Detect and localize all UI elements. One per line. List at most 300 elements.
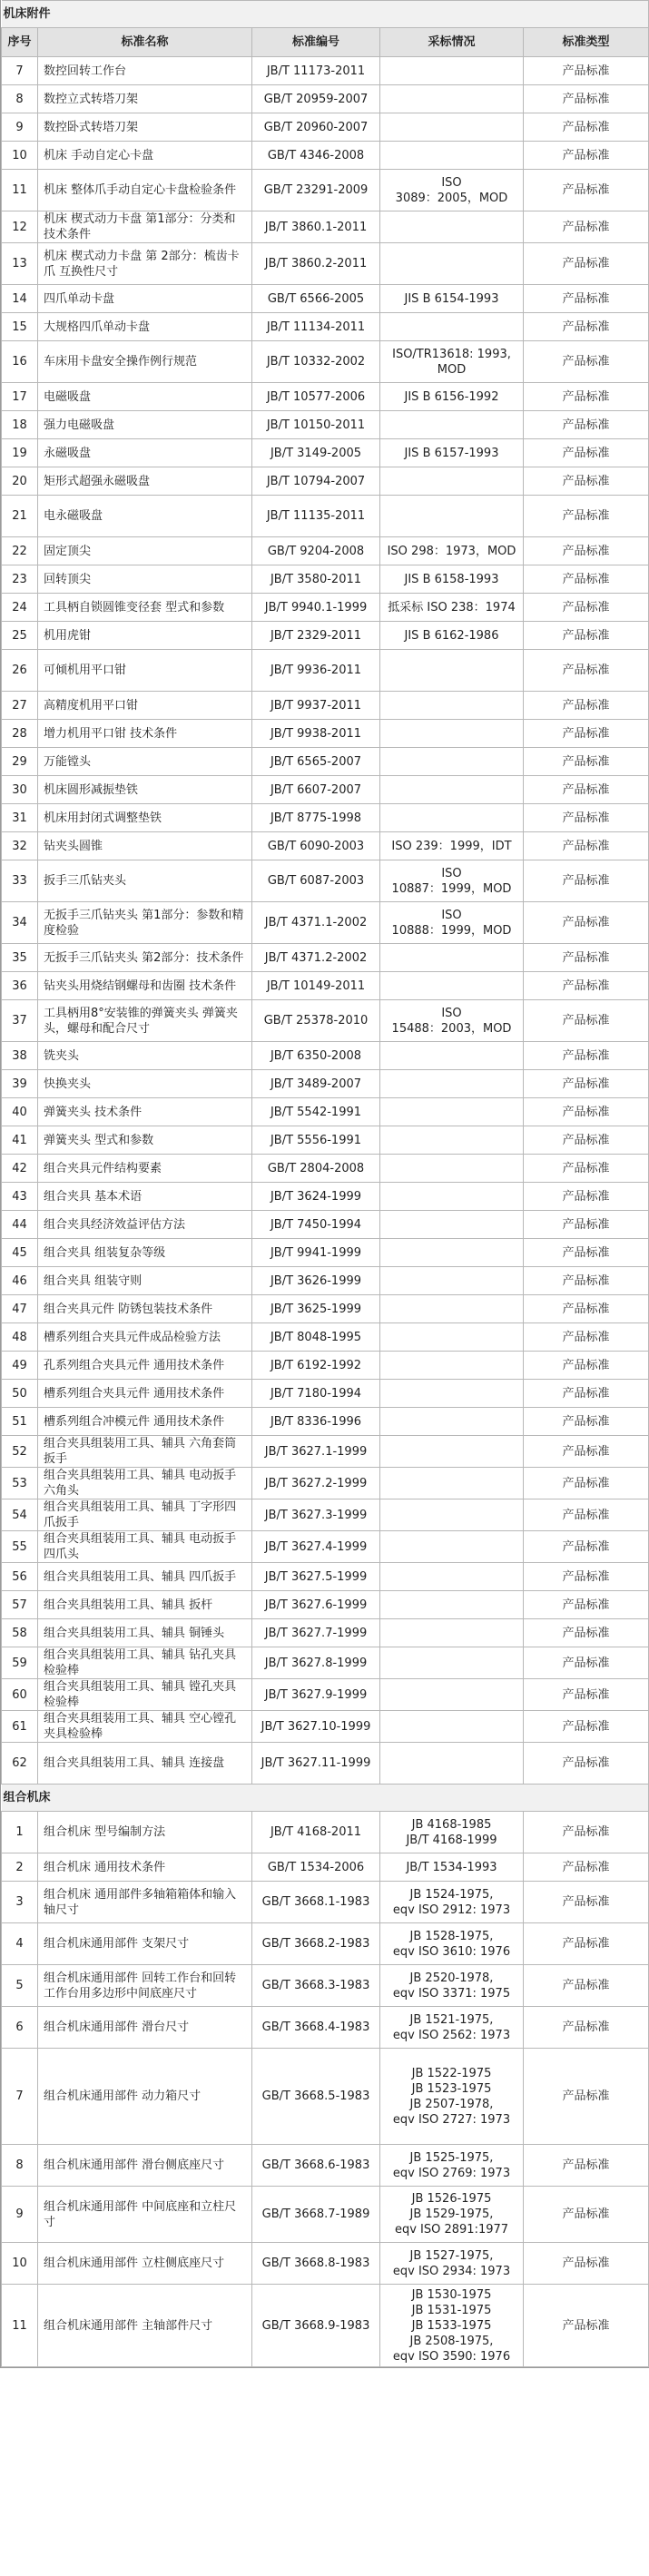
table-row xyxy=(2,1295,649,1323)
row-number: 12 xyxy=(2,211,38,243)
standard-name: 组合夹具经济效益评估方法 xyxy=(38,1211,252,1239)
adoption-status xyxy=(380,944,524,972)
standard-code: JB/T 3860.1-2011 xyxy=(252,211,380,243)
table-row xyxy=(2,1812,649,1853)
adoption-status xyxy=(380,776,524,804)
row-number: 39 xyxy=(2,1070,38,1098)
table-row xyxy=(2,2049,649,2145)
adoption-status xyxy=(380,1563,524,1591)
row-number: 13 xyxy=(2,243,38,285)
row-number: 3 xyxy=(2,1882,38,1923)
standard-name: 数控回转工作台 xyxy=(38,57,252,85)
table-row xyxy=(2,1468,649,1499)
standard-name: 机床 手动自定心卡盘 xyxy=(38,142,252,170)
row-number: 31 xyxy=(2,804,38,832)
table-row xyxy=(2,1923,649,1965)
standard-type: 产品标准 xyxy=(524,1042,649,1070)
adoption-status xyxy=(380,1619,524,1647)
standard-name: 组合机床 型号编制方法 xyxy=(38,1812,252,1853)
row-number: 17 xyxy=(2,383,38,411)
table-row xyxy=(2,944,649,972)
standard-code: JB/T 9936-2011 xyxy=(252,650,380,692)
standard-type: 产品标准 xyxy=(524,439,649,467)
table-row xyxy=(2,748,649,776)
standard-code: JB/T 3627.4-1999 xyxy=(252,1531,380,1563)
adoption-status: 抵采标 ISO 238：1974 xyxy=(380,594,524,622)
row-number: 22 xyxy=(2,537,38,565)
row-number: 38 xyxy=(2,1042,38,1070)
standard-name: 四爪单动卡盘 xyxy=(38,285,252,313)
standards-table xyxy=(1,0,649,2367)
table-row xyxy=(2,692,649,720)
standard-name: 机床圆形减振垫铁 xyxy=(38,776,252,804)
row-number: 33 xyxy=(2,860,38,902)
adoption-status: ISO 15488：2003，MOD xyxy=(380,1000,524,1042)
adoption-status xyxy=(380,1267,524,1295)
standard-code: JB/T 6192-1992 xyxy=(252,1352,380,1380)
standard-code: JB/T 8048-1995 xyxy=(252,1323,380,1352)
standard-type: 产品标准 xyxy=(524,776,649,804)
standard-name: 可倾机用平口钳 xyxy=(38,650,252,692)
adoption-status xyxy=(380,972,524,1000)
standard-type: 产品标准 xyxy=(524,1563,649,1591)
standard-type: 产品标准 xyxy=(524,1380,649,1408)
table-row xyxy=(2,1098,649,1126)
standard-name: 铣夹头 xyxy=(38,1042,252,1070)
standard-type: 产品标准 xyxy=(524,1647,649,1679)
header-type: 标准类型 xyxy=(524,28,649,57)
row-number: 58 xyxy=(2,1619,38,1647)
adoption-status: ISO 3089：2005，MOD xyxy=(380,170,524,211)
standard-name: 固定顶尖 xyxy=(38,537,252,565)
standard-name: 组合机床通用部件 滑台侧底座尺寸 xyxy=(38,2145,252,2187)
standard-name: 工具柄自锁圆锥变径套 型式和参数 xyxy=(38,594,252,622)
row-number: 7 xyxy=(2,57,38,85)
standard-name: 强力电磁吸盘 xyxy=(38,411,252,439)
standard-type: 产品标准 xyxy=(524,1098,649,1126)
row-number: 28 xyxy=(2,720,38,748)
adoption-status: JB 1521-1975, eqv ISO 2562: 1973 xyxy=(380,2007,524,2049)
standard-name: 组合夹具组装用工具、辅具 电动扳手四爪头 xyxy=(38,1531,252,1563)
standard-code: JB/T 5556-1991 xyxy=(252,1126,380,1155)
standard-code: JB/T 3627.2-1999 xyxy=(252,1468,380,1499)
standard-name: 组合夹具组装用工具、辅具 六角套筒扳手 xyxy=(38,1436,252,1468)
standard-code: GB/T 3668.2-1983 xyxy=(252,1923,380,1965)
standard-name: 组合机床通用部件 支架尺寸 xyxy=(38,1923,252,1965)
standard-type: 产品标准 xyxy=(524,142,649,170)
table-row xyxy=(2,1380,649,1408)
row-number: 18 xyxy=(2,411,38,439)
adoption-status: ISO/TR13618: 1993, MOD xyxy=(380,341,524,383)
standard-code: JB/T 10577-2006 xyxy=(252,383,380,411)
row-number: 50 xyxy=(2,1380,38,1408)
standard-type: 产品标准 xyxy=(524,902,649,944)
row-number: 11 xyxy=(2,2285,38,2367)
standard-name: 钻夹头用烧结钢螺母和齿圈 技术条件 xyxy=(38,972,252,1000)
table-row xyxy=(2,1323,649,1352)
adoption-status xyxy=(380,142,524,170)
adoption-status xyxy=(380,1380,524,1408)
row-number: 26 xyxy=(2,650,38,692)
standard-code: JB/T 3489-2007 xyxy=(252,1070,380,1098)
standard-name: 组合机床通用部件 动力箱尺寸 xyxy=(38,2049,252,2145)
standard-type: 产品标准 xyxy=(524,243,649,285)
adoption-status xyxy=(380,467,524,496)
adoption-status xyxy=(380,1436,524,1468)
row-number: 57 xyxy=(2,1591,38,1619)
standard-code: JB/T 6350-2008 xyxy=(252,1042,380,1070)
table-row xyxy=(2,902,649,944)
table-row xyxy=(2,565,649,594)
standard-type: 产品标准 xyxy=(524,1882,649,1923)
standard-code: JB/T 3627.3-1999 xyxy=(252,1499,380,1531)
row-number: 8 xyxy=(2,2145,38,2187)
standard-type: 产品标准 xyxy=(524,565,649,594)
adoption-status xyxy=(380,1647,524,1679)
standard-type: 产品标准 xyxy=(524,1408,649,1436)
standard-name: 钻夹头圆锥 xyxy=(38,832,252,860)
adoption-status xyxy=(380,748,524,776)
standard-code: JB/T 3149-2005 xyxy=(252,439,380,467)
table-row xyxy=(2,1531,649,1563)
row-number: 55 xyxy=(2,1531,38,1563)
row-number: 60 xyxy=(2,1679,38,1711)
standard-type: 产品标准 xyxy=(524,1619,649,1647)
standard-type: 产品标准 xyxy=(524,1323,649,1352)
standard-name: 槽系列组合夹具元件成品检验方法 xyxy=(38,1323,252,1352)
table-row xyxy=(2,832,649,860)
standard-name: 组合夹具组装用工具、辅具 钻孔夹具检验棒 xyxy=(38,1647,252,1679)
standard-type: 产品标准 xyxy=(524,1965,649,2007)
table-row xyxy=(2,1591,649,1619)
standard-code: GB/T 3668.5-1983 xyxy=(252,2049,380,2145)
standard-type: 产品标准 xyxy=(524,2243,649,2285)
row-number: 14 xyxy=(2,285,38,313)
row-number: 42 xyxy=(2,1155,38,1183)
row-number: 8 xyxy=(2,85,38,113)
standard-name: 矩形式超强永磁吸盘 xyxy=(38,467,252,496)
standard-code: JB/T 4168-2011 xyxy=(252,1812,380,1853)
row-number: 1 xyxy=(2,1812,38,1853)
row-number: 23 xyxy=(2,565,38,594)
standard-name: 机床 楔式动力卡盘 第 2部分：梳齿卡爪 互换性尺寸 xyxy=(38,243,252,285)
standard-code: GB/T 3668.3-1983 xyxy=(252,1965,380,2007)
standard-type: 产品标准 xyxy=(524,650,649,692)
row-number: 40 xyxy=(2,1098,38,1126)
table-row xyxy=(2,1183,649,1211)
adoption-status xyxy=(380,1408,524,1436)
standard-type: 产品标准 xyxy=(524,1743,649,1785)
row-number: 30 xyxy=(2,776,38,804)
standard-name: 组合机床通用部件 立柱侧底座尺寸 xyxy=(38,2243,252,2285)
standard-code: JB/T 10794-2007 xyxy=(252,467,380,496)
row-number: 16 xyxy=(2,341,38,383)
table-row xyxy=(2,1126,649,1155)
row-number: 29 xyxy=(2,748,38,776)
table-header-row xyxy=(2,28,649,57)
standard-type: 产品标准 xyxy=(524,467,649,496)
row-number: 32 xyxy=(2,832,38,860)
table-row xyxy=(2,1965,649,2007)
table-row xyxy=(2,720,649,748)
adoption-status: JB 1525-1975, eqv ISO 2769: 1973 xyxy=(380,2145,524,2187)
row-number: 20 xyxy=(2,467,38,496)
adoption-status: JB 1522-1975 JB 1523-1975 JB 2507-1978, eqv ISO 2727: 1973 xyxy=(380,2049,524,2145)
standard-code: JB/T 3580-2011 xyxy=(252,565,380,594)
adoption-status xyxy=(380,1352,524,1380)
table-row xyxy=(2,2145,649,2187)
table-row xyxy=(2,1239,649,1267)
standard-name: 车床用卡盘安全操作例行规范 xyxy=(38,341,252,383)
standard-type: 产品标准 xyxy=(524,1591,649,1619)
standard-type: 产品标准 xyxy=(524,170,649,211)
standard-code: JB/T 3627.10-1999 xyxy=(252,1711,380,1743)
standard-name: 电磁吸盘 xyxy=(38,383,252,411)
row-number: 21 xyxy=(2,496,38,537)
table-row xyxy=(2,411,649,439)
table-row xyxy=(2,1436,649,1468)
adoption-status: JIS B 6154-1993 xyxy=(380,285,524,313)
adoption-status xyxy=(380,1499,524,1531)
standard-type: 产品标准 xyxy=(524,1070,649,1098)
standard-name: 组合夹具元件 防锈包装技术条件 xyxy=(38,1295,252,1323)
row-number: 43 xyxy=(2,1183,38,1211)
standard-name: 机床用封闭式调整垫铁 xyxy=(38,804,252,832)
standard-code: JB/T 11134-2011 xyxy=(252,313,380,341)
standard-name: 组合机床通用部件 中间底座和立柱尺寸 xyxy=(38,2187,252,2243)
standard-type: 产品标准 xyxy=(524,1267,649,1295)
standard-name: 数控卧式转塔刀架 xyxy=(38,113,252,142)
standard-type: 产品标准 xyxy=(524,411,649,439)
row-number: 27 xyxy=(2,692,38,720)
row-number: 36 xyxy=(2,972,38,1000)
standard-code: JB/T 9941-1999 xyxy=(252,1239,380,1267)
standard-code: GB/T 9204-2008 xyxy=(252,537,380,565)
row-number: 44 xyxy=(2,1211,38,1239)
standard-code: GB/T 20960-2007 xyxy=(252,113,380,142)
row-number: 48 xyxy=(2,1323,38,1352)
table-row xyxy=(2,1563,649,1591)
table-row xyxy=(2,804,649,832)
adoption-status: JIS B 6157-1993 xyxy=(380,439,524,467)
standard-type: 产品标准 xyxy=(524,1211,649,1239)
standard-name: 组合机床通用部件 滑台尺寸 xyxy=(38,2007,252,2049)
standard-code: JB/T 3627.11-1999 xyxy=(252,1743,380,1785)
row-number: 54 xyxy=(2,1499,38,1531)
table-row xyxy=(2,537,649,565)
standard-name: 组合机床 通用技术条件 xyxy=(38,1853,252,1882)
standard-code: GB/T 3668.8-1983 xyxy=(252,2243,380,2285)
standard-code: GB/T 4346-2008 xyxy=(252,142,380,170)
row-number: 10 xyxy=(2,2243,38,2285)
standard-type: 产品标准 xyxy=(524,692,649,720)
table-row xyxy=(2,1619,649,1647)
table-row xyxy=(2,972,649,1000)
adoption-status xyxy=(380,692,524,720)
standard-type: 产品标准 xyxy=(524,1000,649,1042)
row-number: 2 xyxy=(2,1853,38,1882)
standard-code: GB/T 3668.9-1983 xyxy=(252,2285,380,2367)
row-number: 53 xyxy=(2,1468,38,1499)
standard-type: 产品标准 xyxy=(524,285,649,313)
standard-type: 产品标准 xyxy=(524,1155,649,1183)
header-name: 标准名称 xyxy=(38,28,252,57)
adoption-status xyxy=(380,243,524,285)
standard-type: 产品标准 xyxy=(524,1352,649,1380)
standard-type: 产品标准 xyxy=(524,1853,649,1882)
adoption-status xyxy=(380,1211,524,1239)
table-row xyxy=(2,1267,649,1295)
standard-type: 产品标准 xyxy=(524,383,649,411)
adoption-status xyxy=(380,85,524,113)
standard-name: 组合机床通用部件 主轴部件尺寸 xyxy=(38,2285,252,2367)
standard-name: 组合夹具组装用工具、辅具 扳杆 xyxy=(38,1591,252,1619)
standard-name: 组合夹具组装用工具、辅具 镗孔夹具检验棒 xyxy=(38,1679,252,1711)
standard-name: 槽系列组合夹具元件 通用技术条件 xyxy=(38,1380,252,1408)
standard-type: 产品标准 xyxy=(524,594,649,622)
standard-type: 产品标准 xyxy=(524,1923,649,1965)
row-number: 4 xyxy=(2,1923,38,1965)
adoption-status xyxy=(380,1743,524,1785)
standard-type: 产品标准 xyxy=(524,537,649,565)
row-number: 61 xyxy=(2,1711,38,1743)
row-number: 56 xyxy=(2,1563,38,1591)
standard-name: 工具柄用8°安装锥的弹簧夹头 弹簧夹头，螺母和配合尺寸 xyxy=(38,1000,252,1042)
adoption-status xyxy=(380,1711,524,1743)
section-title: 机床附件 xyxy=(2,1,649,28)
table-row xyxy=(2,2187,649,2243)
standard-name: 弹簧夹头 型式和参数 xyxy=(38,1126,252,1155)
standard-code: JB/T 10149-2011 xyxy=(252,972,380,1000)
table-row xyxy=(2,2007,649,2049)
row-number: 41 xyxy=(2,1126,38,1155)
standard-code: JB/T 3625-1999 xyxy=(252,1295,380,1323)
table-row xyxy=(2,313,649,341)
standard-name: 组合夹具 组装复杂等级 xyxy=(38,1239,252,1267)
standard-type: 产品标准 xyxy=(524,2145,649,2187)
adoption-status: JB 2520-1978, eqv ISO 3371: 1975 xyxy=(380,1965,524,2007)
table-row xyxy=(2,1211,649,1239)
standard-name: 回转顶尖 xyxy=(38,565,252,594)
standard-code: JB/T 5542-1991 xyxy=(252,1098,380,1126)
standard-type: 产品标准 xyxy=(524,313,649,341)
table-row xyxy=(2,170,649,211)
table-row xyxy=(2,1499,649,1531)
row-number: 24 xyxy=(2,594,38,622)
section-title-row xyxy=(2,1785,649,1812)
adoption-status xyxy=(380,313,524,341)
row-number: 10 xyxy=(2,142,38,170)
table-row xyxy=(2,1155,649,1183)
standard-type: 产品标准 xyxy=(524,622,649,650)
adoption-status xyxy=(380,211,524,243)
adoption-status xyxy=(380,1183,524,1211)
adoption-status xyxy=(380,496,524,537)
standard-name: 机床 整体爪手动自定心卡盘检验条件 xyxy=(38,170,252,211)
table-row xyxy=(2,2285,649,2367)
row-number: 11 xyxy=(2,170,38,211)
table-row xyxy=(2,1711,649,1743)
standard-name: 快换夹头 xyxy=(38,1070,252,1098)
standard-type: 产品标准 xyxy=(524,944,649,972)
adoption-status: JIS B 6162-1986 xyxy=(380,622,524,650)
standard-name: 万能镗头 xyxy=(38,748,252,776)
standard-code: GB/T 1534-2006 xyxy=(252,1853,380,1882)
table-row xyxy=(2,496,649,537)
row-number: 15 xyxy=(2,313,38,341)
standard-code: GB/T 2804-2008 xyxy=(252,1155,380,1183)
table-row xyxy=(2,1679,649,1711)
standard-code: JB/T 3627.1-1999 xyxy=(252,1436,380,1468)
table-row xyxy=(2,467,649,496)
standard-code: GB/T 6090-2003 xyxy=(252,832,380,860)
adoption-status xyxy=(380,720,524,748)
adoption-status xyxy=(380,1468,524,1499)
standard-code: JB/T 3627.7-1999 xyxy=(252,1619,380,1647)
standard-name: 机用虎钳 xyxy=(38,622,252,650)
header-adoption: 采标情况 xyxy=(380,28,524,57)
table-row xyxy=(2,622,649,650)
adoption-status xyxy=(380,804,524,832)
adoption-status: JB 1527-1975, eqv ISO 2934: 1973 xyxy=(380,2243,524,2285)
row-number: 35 xyxy=(2,944,38,972)
table-row xyxy=(2,650,649,692)
standard-name: 组合夹具 基本术语 xyxy=(38,1183,252,1211)
standard-code: JB/T 10332-2002 xyxy=(252,341,380,383)
table-row xyxy=(2,85,649,113)
table-row xyxy=(2,383,649,411)
row-number: 51 xyxy=(2,1408,38,1436)
standard-type: 产品标准 xyxy=(524,2049,649,2145)
table-row xyxy=(2,243,649,285)
standard-code: JB/T 8775-1998 xyxy=(252,804,380,832)
table-row xyxy=(2,211,649,243)
standard-code: GB/T 3668.7-1989 xyxy=(252,2187,380,2243)
adoption-status: JB 1524-1975, eqv ISO 2912: 1973 xyxy=(380,1882,524,1923)
standard-name: 组合夹具组装用工具、辅具 连接盘 xyxy=(38,1743,252,1785)
standard-code: GB/T 3668.4-1983 xyxy=(252,2007,380,2049)
standard-name: 电永磁吸盘 xyxy=(38,496,252,537)
standard-name: 大规格四爪单动卡盘 xyxy=(38,313,252,341)
standard-code: JB/T 7450-1994 xyxy=(252,1211,380,1239)
standard-type: 产品标准 xyxy=(524,1679,649,1711)
table-row xyxy=(2,1000,649,1042)
row-number: 6 xyxy=(2,2007,38,2049)
standard-name: 组合夹具 组装守则 xyxy=(38,1267,252,1295)
standard-type: 产品标准 xyxy=(524,804,649,832)
standard-type: 产品标准 xyxy=(524,748,649,776)
standard-code: JB/T 6607-2007 xyxy=(252,776,380,804)
standard-type: 产品标准 xyxy=(524,1711,649,1743)
row-number: 9 xyxy=(2,2187,38,2243)
adoption-status xyxy=(380,1126,524,1155)
standards-table-body xyxy=(2,1,649,2367)
standard-name: 组合夹具组装用工具、辅具 铜锤头 xyxy=(38,1619,252,1647)
row-number: 46 xyxy=(2,1267,38,1295)
adoption-status: JB 1526-1975 JB 1529-1975, eqv ISO 2891:1977 xyxy=(380,2187,524,2243)
standard-type: 产品标准 xyxy=(524,720,649,748)
standard-name: 机床 楔式动力卡盘 第1部分：分类和技术条件 xyxy=(38,211,252,243)
adoption-status xyxy=(380,1042,524,1070)
table-row xyxy=(2,142,649,170)
table-row xyxy=(2,1408,649,1436)
row-number: 19 xyxy=(2,439,38,467)
standard-name: 组合夹具组装用工具、辅具 电动扳手六角头 xyxy=(38,1468,252,1499)
table-row xyxy=(2,285,649,313)
row-number: 5 xyxy=(2,1965,38,2007)
standard-type: 产品标准 xyxy=(524,972,649,1000)
table-row xyxy=(2,776,649,804)
